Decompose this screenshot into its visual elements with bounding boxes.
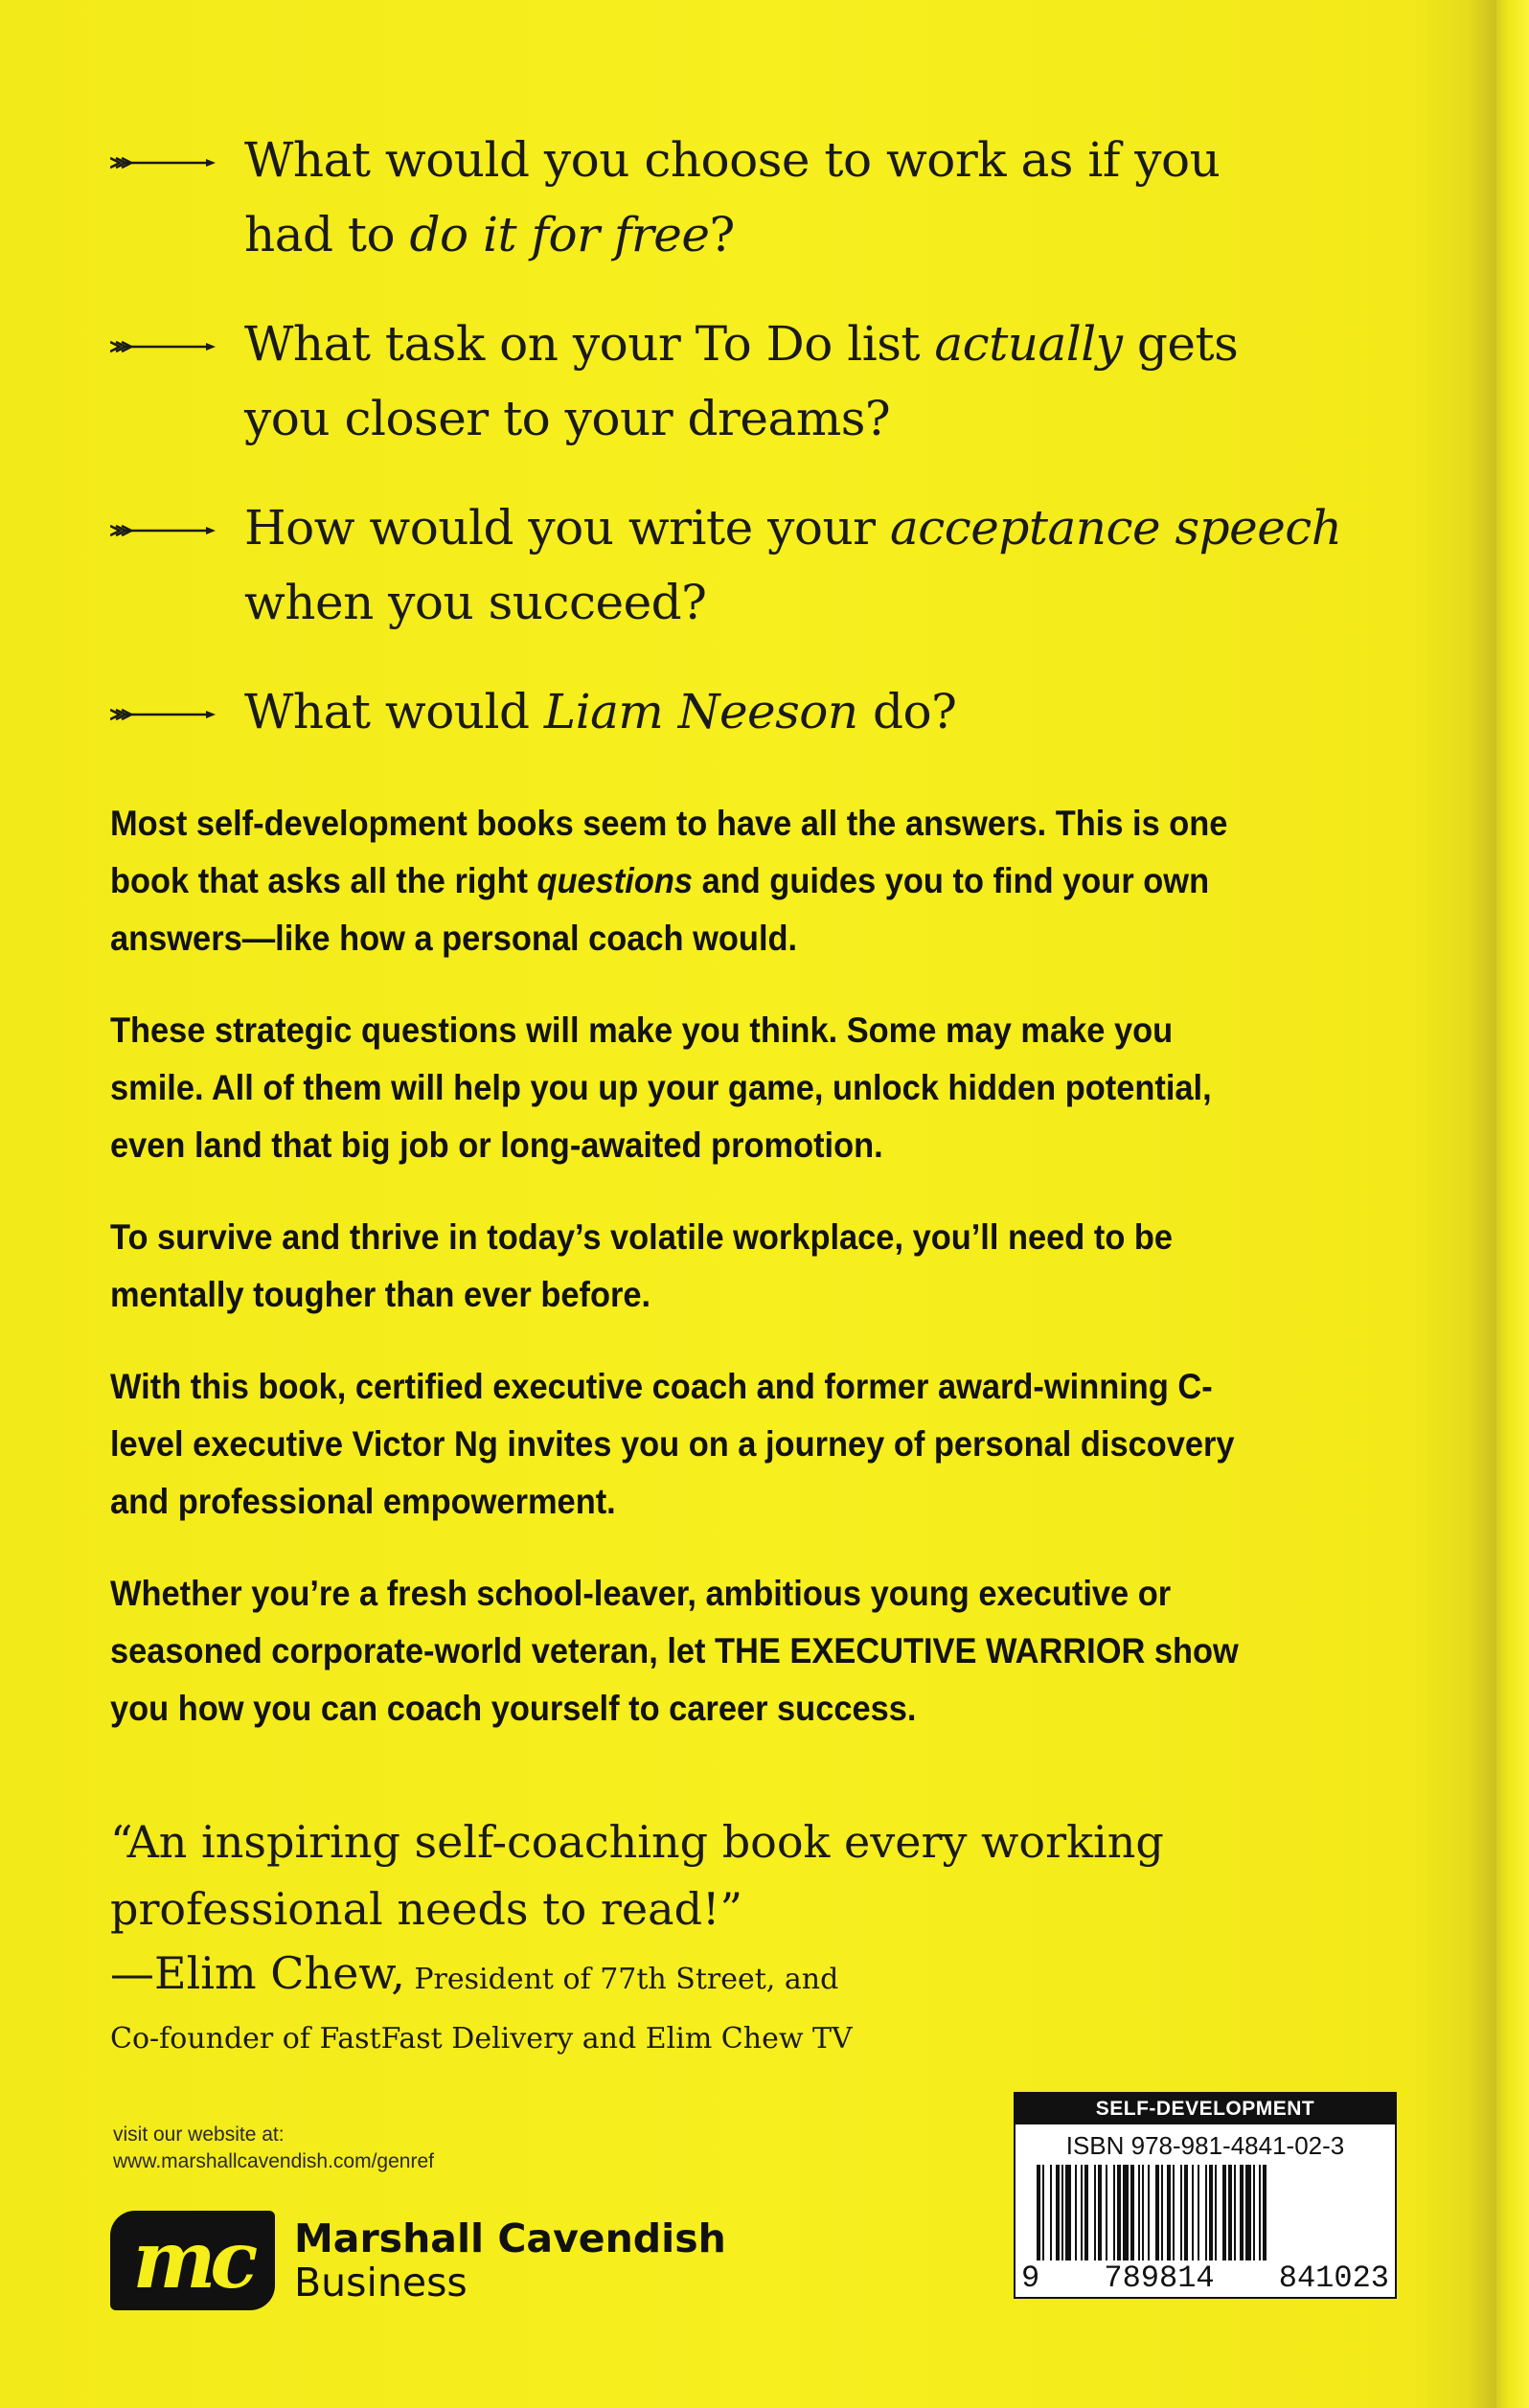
ean-digit-lead: 9 [1021, 2260, 1040, 2296]
barcode-bar [1065, 2165, 1071, 2260]
question-text: What task on your To Do list [244, 316, 935, 372]
website-url[interactable]: www.marshallcavendish.com/genref [113, 2150, 434, 2172]
barcode-bar [1173, 2165, 1175, 2260]
arrow-bullet-icon [110, 707, 217, 722]
website-info [113, 2122, 434, 2175]
barcode-bar [1042, 2165, 1044, 2260]
question-text: you closer to your dreams? [244, 391, 891, 446]
question-list [110, 123, 1356, 784]
isbn-barcode [1014, 2092, 1397, 2299]
arrow-bullet-icon [110, 523, 217, 538]
blurb-text: Most self-development books seem to have all the answers. This is one book that asks all the right [110, 804, 1228, 900]
question-emphasis: actually [934, 316, 1123, 372]
barcode-bar [1106, 2165, 1107, 2260]
barcode-bar [1192, 2165, 1194, 2260]
question-text: ? [709, 207, 735, 262]
barcode-bar [1222, 2165, 1226, 2260]
question-text: What would [244, 684, 544, 739]
question-emphasis: Liam Neeson [543, 684, 858, 739]
quote-role: President of 77th Street, and [404, 1963, 839, 1996]
blurb-paragraph: Whether you’re a fresh school-leaver, ambitious young executive or seasoned corporate-world veteran, let THE EXECUTIVE WARRIOR show you how you can coach yourself to career success. [110, 1574, 1239, 1728]
barcode-bar [1123, 2165, 1129, 2260]
category-label: SELF-DEVELOPMENT [1016, 2094, 1395, 2124]
publisher-branding [110, 2211, 726, 2310]
barcode-bars-icon [1033, 2165, 1378, 2262]
barcode-bar [1056, 2165, 1060, 2260]
barcode-bar [1184, 2165, 1188, 2260]
spine-edge [1496, 0, 1529, 2408]
barcode-bar [1155, 2165, 1159, 2260]
barcode-bar [1253, 2165, 1255, 2260]
barcode-bar [1234, 2165, 1236, 2260]
barcode-bar [1161, 2165, 1163, 2260]
barcode-bar [1245, 2165, 1251, 2260]
blurb-emphasis: questions [536, 861, 694, 900]
barcode-bar [1138, 2165, 1140, 2260]
mc-logo-icon: mc [110, 2211, 275, 2310]
publisher-name [294, 2216, 726, 2305]
barcode-bar [1198, 2165, 1199, 2260]
barcode-bar [1075, 2165, 1077, 2260]
ean-digits-right: 841023 [1278, 2260, 1389, 2296]
question-emphasis: acceptance speech [889, 500, 1342, 556]
question-text: when you succeed? [244, 575, 707, 630]
website-label: visit our website at: [113, 2124, 285, 2146]
barcode-bar [1098, 2165, 1102, 2260]
barcode-bar [1167, 2165, 1171, 2260]
barcode-bar [1084, 2165, 1088, 2260]
question-text: do? [857, 684, 957, 739]
question-item [110, 674, 1356, 749]
barcode-bar [1130, 2165, 1134, 2260]
barcode-bar [1209, 2165, 1213, 2260]
endorsement-quote [110, 1808, 1212, 2068]
book-blurb [110, 795, 1268, 1772]
barcode-bar [1081, 2165, 1083, 2260]
quote-attribution [110, 1942, 1212, 2010]
barcode-bar [1228, 2165, 1232, 2260]
barcode-bar [1037, 2165, 1040, 2260]
question-item [110, 307, 1356, 456]
publisher-name-line2: Business [294, 2260, 468, 2306]
barcode-bar [1263, 2165, 1267, 2260]
quote-role-line2: Co-founder of FastFast Delivery and Elim Chew TV [110, 2022, 853, 2056]
barcode-bar [1205, 2165, 1207, 2260]
barcode-bar [1094, 2165, 1096, 2260]
question-emphasis: do it for free [409, 207, 710, 262]
question-text: How would you write your [244, 500, 890, 556]
ean-digits [1021, 2262, 1389, 2295]
publisher-name-line1: Marshall Cavendish [294, 2215, 726, 2261]
barcode-bar [1148, 2165, 1150, 2260]
barcode-bar [1061, 2165, 1063, 2260]
quote-text: “An inspiring self-coaching book every working professional needs to read!” [110, 1816, 1164, 1935]
question-item [110, 490, 1356, 640]
blurb-paragraph [110, 795, 1268, 967]
quote-author: —Elim Chew, [110, 1947, 405, 1999]
barcode-bar [1050, 2165, 1052, 2260]
barcode-bar [1117, 2165, 1121, 2260]
question-item [110, 123, 1356, 272]
barcode-bar [1240, 2165, 1244, 2260]
blurb-paragraph: To survive and thrive in today’s volatile workplace, you’ll need to be mentally tougher than ever before. [110, 1217, 1174, 1314]
isbn-text: ISBN 978-981-4841-02-3 [1065, 2131, 1345, 2160]
ean-digits-left: 789814 [1104, 2260, 1215, 2296]
barcode-bar [1215, 2165, 1217, 2260]
blurb-paragraph: These strategic questions will make you think. Some may make you smile. All of them will help you up your game, unlock hidden potential, even land that big job or long-awaited promotion. [110, 1011, 1212, 1165]
barcode-bar [1180, 2165, 1182, 2260]
barcode-bar [1259, 2165, 1261, 2260]
blurb-text: and guides you to find your own answers—like how a personal coach would. [110, 861, 1210, 958]
question-text: What would you choose to work as if you [244, 132, 1221, 188]
blurb-paragraph: With this book, certified executive coach and former award-winning C-level executive Victor Ng invites you on a journey of personal discovery and professional empowerment. [110, 1367, 1235, 1521]
barcode-bar [1113, 2165, 1115, 2260]
arrow-bullet-icon [110, 339, 217, 354]
arrow-bullet-icon [110, 155, 217, 170]
question-text: gets [1122, 316, 1239, 372]
barcode-bar [1142, 2165, 1144, 2260]
question-text: had to [244, 207, 410, 262]
